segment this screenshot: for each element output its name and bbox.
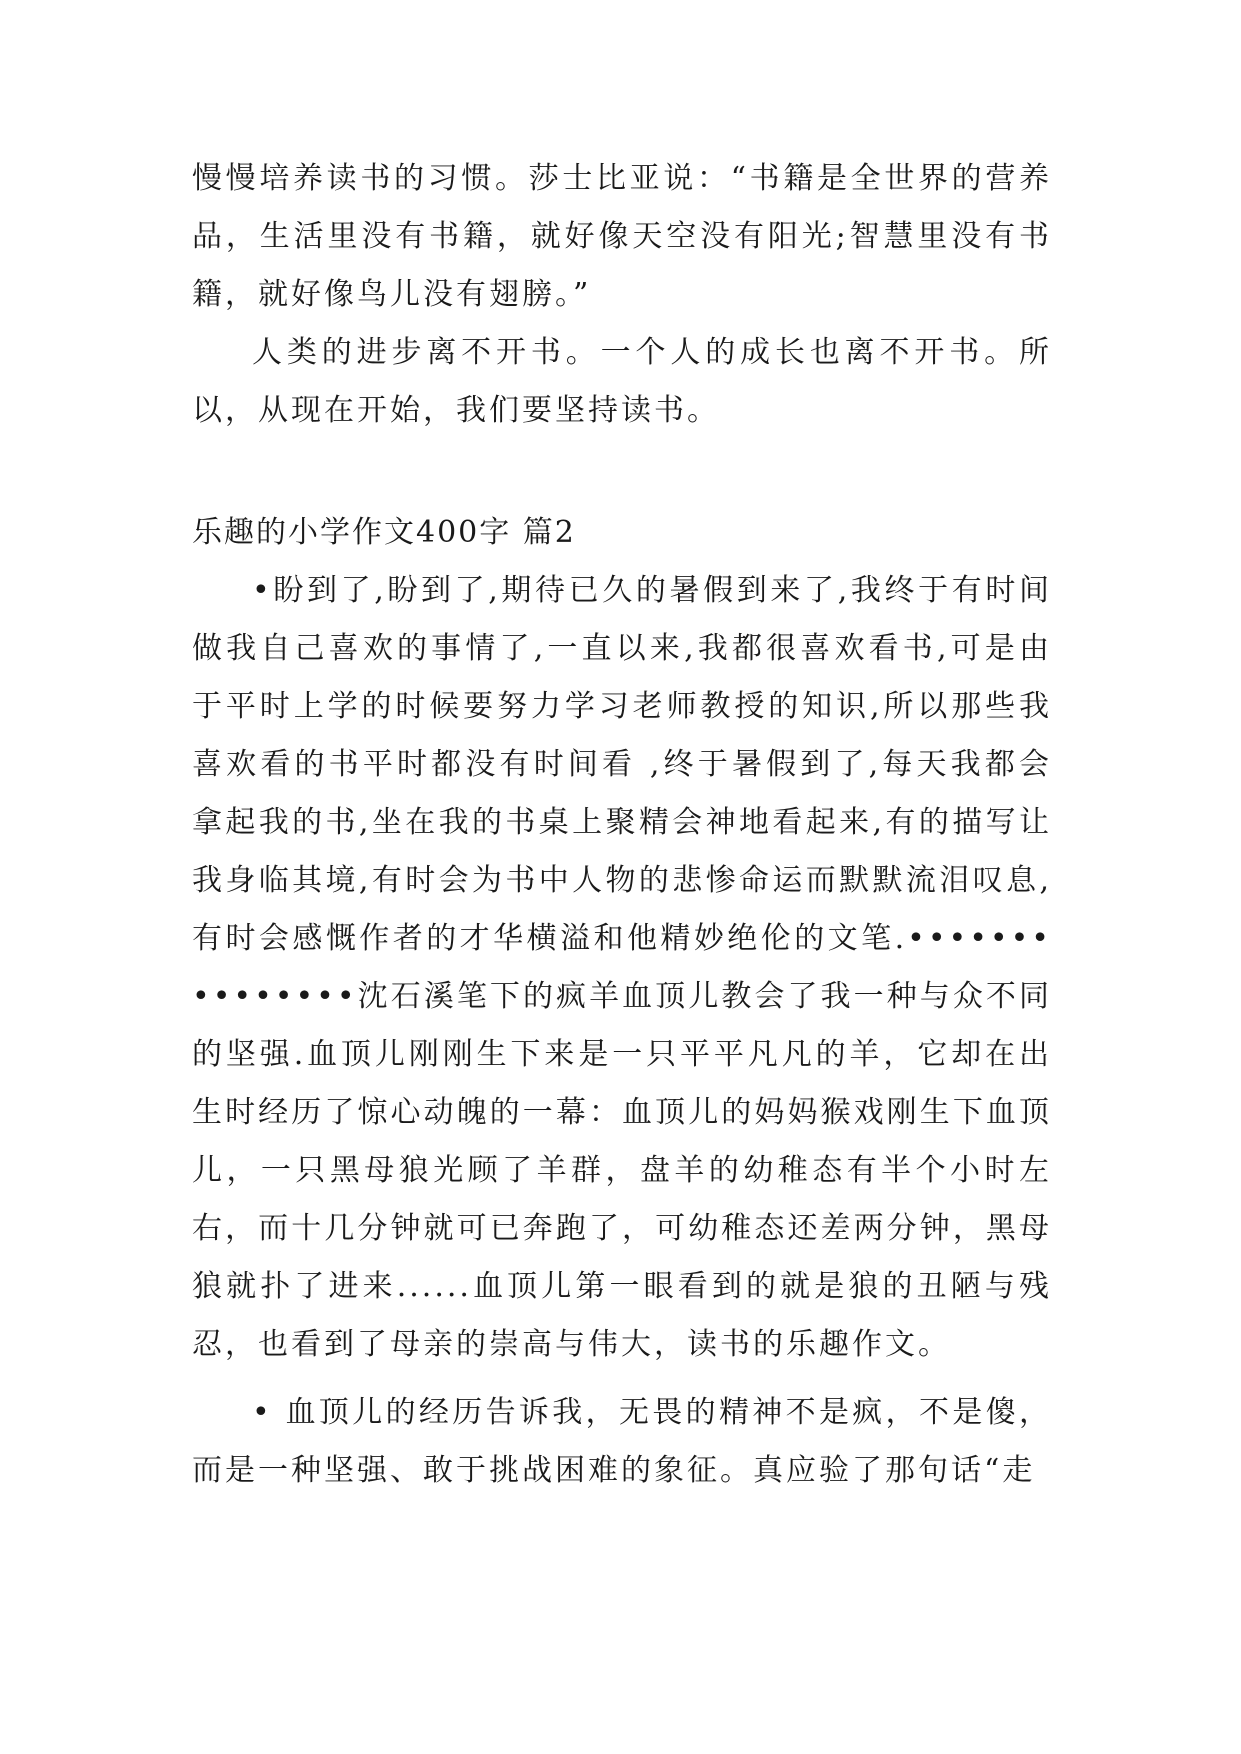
paragraph-shakespeare-quote: 慢慢培养读书的习惯。莎士比亚说：“书籍是全世界的营养品，生活里没有书籍，就好像天空没有阳光;智慧里没有书籍，就好像鸟儿没有翅膀。” — [192, 161, 1052, 312]
section-heading: 乐趣的小学作文400字 篇2 — [192, 515, 576, 550]
section-gap — [192, 440, 1052, 504]
paragraph-spacer — [192, 1374, 1052, 1384]
paragraph-summer-reading: •盼到了,盼到了,期待已久的暑假到来了,我终于有时间做我自己喜欢的事情了,一直以来,我都很喜欢看书,可是由于平时上学的时候要努力学习老师教授的知识,所以那些我喜欢看的书平时都没有时间看 ,终于暑假到了,每天我都会拿起我的书,坐在我的书桌上聚精会神地看起来,有的描写让我身临其境,有时会为书中人物的悲惨命运而默默流泪叹息,有时会感慨作者的才华横溢和他精妙绝伦的文笔.•••••••••••••••沈石溪笔下的疯羊血顶儿教会了我一种与众不同的坚强.血顶儿刚刚生下来是一只平平凡凡的羊，它却在出生时经历了惊心动魄的一幕：血顶儿的妈妈猴戏刚生下血顶儿，一只黑母狼光顾了羊群，盘羊的幼稚态有半个小时左右，而十几分钟就可已奔跑了，可幼稚态还差两分钟，黑母狼就扑了进来......血顶儿第一眼看到的就是狼的丑陋与残忍，也看到了母亲的崇高与伟大，读书的乐趣作文。 — [192, 573, 1052, 1362]
document-page — [192, 150, 1052, 1500]
paragraph-fearless-spirit: • 血顶儿的经历告诉我，无畏的精神不是疯，不是傻，而是一种坚强、敢于挑战困难的象征。真应验了那句话“走 — [192, 1395, 1052, 1488]
paragraph-progress-reading: 人类的进步离不开书。一个人的成长也离不开书。所以，从现在开始，我们要坚持读书。 — [192, 335, 1052, 428]
